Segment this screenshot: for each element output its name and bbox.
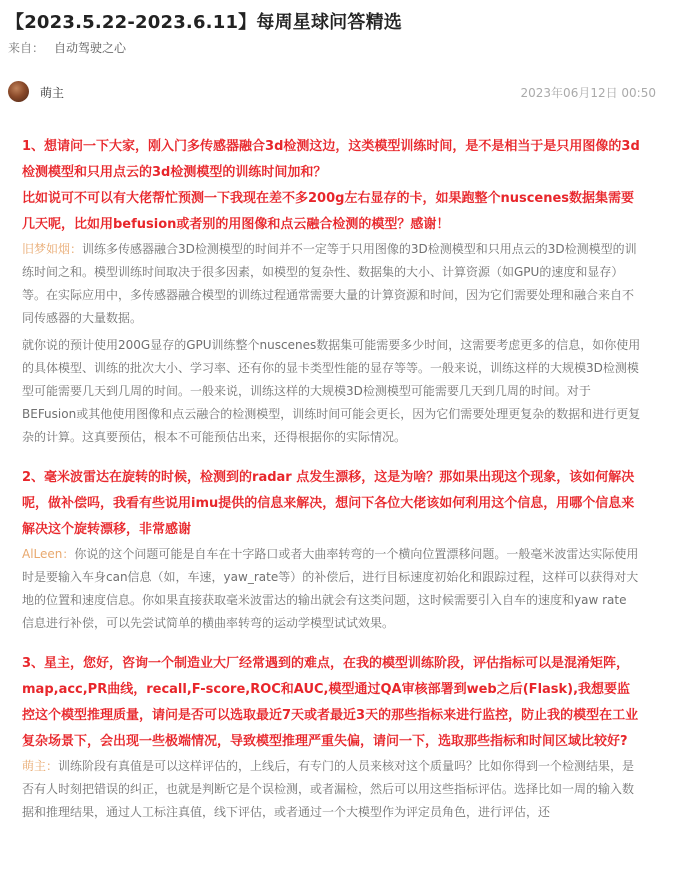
source-label: 来自： [8, 41, 45, 55]
question-text-continued: 比如说可不可以有大佬帮忙预测一下我现在差不多200g左右显存的卡，如果跑整个nuscenes数据集需要几天呢，比如用befusion或者别的用图像和点云融合检测的模型？感谢！ [22, 191, 635, 232]
qa-item-1 [22, 134, 642, 449]
answer-body: 训练阶段有真值是可以这样评估的，上线后，有专门的人员来核对这个质量吗？比如你得到一个检测结果，是否有人时刻把错误的纠正，也就是判断它是个误检测，或者漏检，然后可以用这些指标评估。选择比如一周的输入数据和推理结果，通过人工标注真值，线下评估，或者通过一个大模型作为评定员角色，进行评估，还 [22, 759, 635, 819]
answer-body: 你说的这个问题可能是自车在十字路口或者大曲率转弯的一个横向位置漂移问题。一般毫米波雷达实际使用时是要输入车身can信息（如，车速，yaw_rate等）的补偿后，进行目标速度初始化和跟踪过程，这样可以获得对大地的位置和速度信息。你如果直接获取毫米波雷达的输出就会有这类问题，这时候需要引入自车的速度和yaw rate 信息进行补偿，可以先尝试简单的横曲率转弯的运动学模型试试效果。 [22, 547, 639, 630]
answer-body: 训练多传感器融合3D检测模型的时间并不一定等于只用图像的3D检测模型和只用点云的3D检测模型的训练时间之和。模型训练时间取决于很多因素，如模型的复杂性、数据集的大小、计算资源（如GPU的速度和显存）等。在实际应用中，多传感器融合模型的训练过程通常需要大量的计算资源和时间，因为它们需要处理和融合来自不同传感器的大量数据。 [22, 242, 637, 325]
source-line [8, 39, 126, 56]
answerer-name: 旧梦如烟： [22, 242, 83, 256]
qa-item-2 [22, 465, 642, 635]
page-title: 【2023.5.22-2023.6.11】每周星球问答精选 [6, 12, 402, 33]
author-row [8, 80, 656, 104]
source-name-link[interactable]: 自动驾驶之心 [54, 41, 127, 55]
answer-text [22, 755, 642, 824]
author-name[interactable]: 萌主 [40, 86, 65, 100]
qa-item-3 [22, 651, 642, 824]
question-text: 3、星主，您好，咨询一个制造业大厂经常遇到的难点，在我的模型训练阶段，评估指标可以是混淆矩阵，map,acc,PR曲线，recall,F-score,ROC和AUC,模型通过QA审核部署到web之后(Flask),我想要监控这个模型推理质量，请问是否可以选取最近7天或者最近3天的那些指标来进行监控，防止我的模型在工业复杂场景下，会出现一些极端情况，导致模型推理严重失偏，请问一下，选取那些指标和时间区域比较好? [22, 656, 639, 749]
answer-text [22, 543, 642, 635]
question-text: 2、毫米波雷达在旋转的时候，检测到的radar 点发生漂移，这是为啥？那如果出现这个现象，该如何解决呢，做补偿吗，我看有些说用imu提供的信息来解决，想问下各位大佬该如何利用这个信息，用哪个信息来解决这个旋转漂移，非常感谢 [22, 470, 635, 537]
post-content [22, 134, 642, 840]
answerer-name: AlLeen： [22, 547, 75, 561]
avatar[interactable] [8, 81, 29, 102]
answer-text [22, 238, 642, 330]
answerer-name: 萌主： [22, 759, 59, 773]
question-text: 1、想请问一下大家，刚入门多传感器融合3d检测这边，这类模型训练时间，是不是相当于是只用图像的3d检测模型和只用点云的3d检测模型的训练时间加和？ [22, 139, 640, 180]
answer-text-2: 就你说的预计使用200G显存的GPU训练整个nuscenes数据集可能需要多少时间，这需要考虑更多的信息，如你使用的具体模型、训练的批次大小、学习率、还有你的显卡类型性能的显存等等。一般来说，训练这样的大规模3D检测模型可能需要几天到几周的时间。一般来说，训练这样的大规模3D检测模型可能需要几天到几周的时间。对于BEFusion或其他使用图像和点云融合的检测模型，训练时间可能会更长，因为它们需要处理更复杂的数据和进行更复杂的计算。这真要预估，根本不可能预估出来，还得根据你的实际情况。 [22, 338, 641, 444]
post-date: 2023年06月12日 00:50 [520, 86, 656, 100]
